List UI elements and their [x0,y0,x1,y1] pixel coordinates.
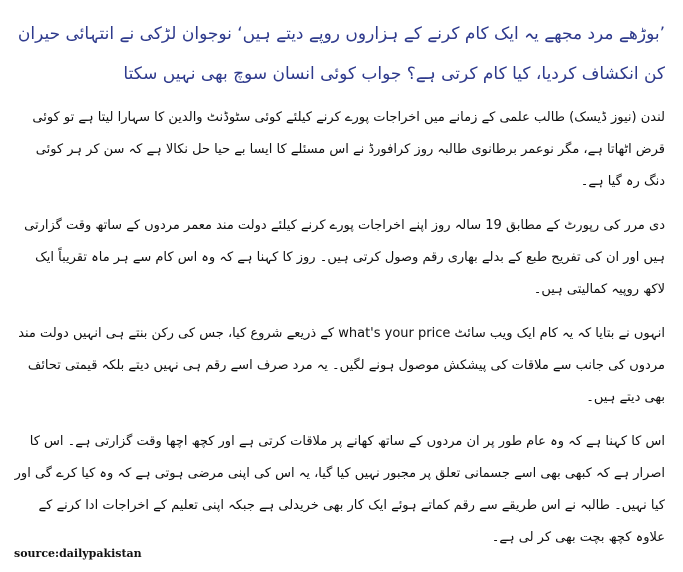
article-paragraph: اس کا کہنا ہے کہ وہ عام طور پر ان مردوں کے ساتھ کھانے پر ملاقات کرتی ہے اور کچھ اچھا وقت گزارتی ہے۔ اس کا اصرار ہے کہ کبھی بھی اسے جسمانی تعلق پر مجبور نہیں کیا گیا، یہ اس کی اپنی مرضی ہوتی ہے کہ وہ کیا کرے گی اور کیا نہیں۔ طالبہ نے اس طریقے سے رقم کماتے ہوئے ایک کار بھی خریدلی ہے جبکہ اپنی تعلیم کے اخراجات ادا کرنے کے علاوہ کچھ بچت بھی کر لی ہے۔ [14,434,665,545]
article-paragraph: انہوں نے بتایا کہ یہ کام ایک ویب سائٹ what's your price کے ذریعے شروع کیا، جس کی رکن بنتے ہی انہیں دولت مند مردوں کی جانب سے ملاقات کی پیشکش موصول ہونے لگیں۔ یہ مرد صرف اسے رقم ہی نہیں دیتے بلکہ قیمتی تحائف بھی دیتے ہیں۔ [18,326,665,405]
article-paragraph: دی مرر کی رپورٹ کے مطابق 19 سالہ روز اپنے اخراجات پورے کرنے کیلئے دولت مند معمر مردوں کے ساتھ وقت گزارتی ہیں اور ان کی تفریح طبع کے بدلے بھاری رقم وصول کرتی ہیں۔ روز کا کہنا ہے کہ وہ اس کام سے ہر ماہ تقریباً ایک لاکھ روپیہ کمالیتی ہیں۔ [24,218,665,297]
article-title: ’بوڑھے مرد مجھے یہ ایک کام کرنے کے ہزاروں روپے دیتے ہیں‘ نوجوان لڑکی نے انتہائی حیران کن انکشاف کردیا، کیا کام کرتی ہے؟ جواب کوئی انسان سوچ بھی نہیں سکتا [17,24,665,84]
article-paragraph: لندن (نیوز ڈیسک) طالب علمی کے زمانے میں اخراجات پورے کرنے کیلئے کوئی سٹوڈنٹ والدین کا سہارا لیتا ہے تو کوئی قرض اٹھاتا ہے، مگر نوعمر برطانوی طالبہ روز کرافورڈ نے اس مسئلے کا ایسا بے حیا حل نکالا ہے کہ سن کر ہر کوئی دنگ رہ گیا ہے۔ [32,110,665,189]
source-credit: source:dailypakistan [14,547,142,560]
